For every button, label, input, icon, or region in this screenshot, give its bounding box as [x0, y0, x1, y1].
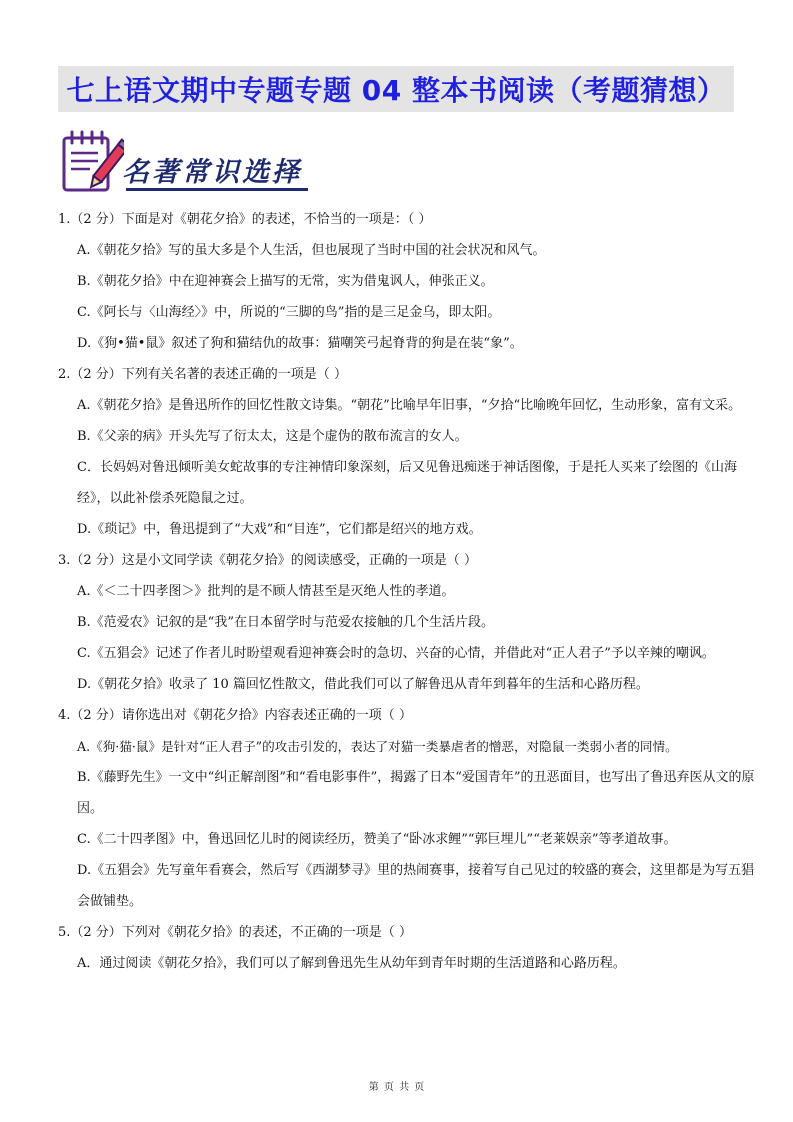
question-option: D.《琐记》中，鲁迅提到了“大戏”和“目连”，它们都是绍兴的地方戏。 [77, 522, 482, 537]
question-stem: 1.（2 分）下面是对《朝花夕拾》的表述，不恰当的一项是：（ ） [58, 212, 432, 227]
page-footer: 第 页 共 页 [368, 1082, 425, 1093]
question-option: C.《五猖会》记述了作者儿时盼望观看迎神赛会时的急切、兴奋的心情，并借此对“正人君子”予以辛辣的嘲讽。 [77, 646, 715, 661]
question-option: A.《朝花夕拾》写的虽大多是个人生活，但也展现了当时中国的社会状况和风气。 [77, 243, 546, 258]
question-option: C．长妈妈对鲁迅倾听美女蛇故事的专注神情印象深刻，后又见鲁迅痴迷于神话图像，于是托人买来了绘图的《山海经》，以此补偿杀死隐鼠之过。 [77, 460, 737, 506]
question-option: B.《朝花夕拾》中在迎神赛会上描写的无常，实为借鬼讽人，伸张正义。 [77, 274, 494, 289]
question-stem: 4.（2 分）请你选出对《朝花夕拾》内容表述正确的一项（ ） [58, 708, 412, 723]
section-banner [60, 128, 312, 196]
question-stem: 3.（2 分）这是小文同学读《朝花夕拾》的阅读感受，正确的一项是（ ） [58, 553, 477, 568]
question-stem: 5.（2 分）下列对《朝花夕拾》的表述，不正确的一项是（ ） [58, 925, 412, 940]
notebook-pen-icon [60, 128, 124, 196]
question-stem: 2.（2 分）下列有关名著的表述正确的一项是（ ） [58, 367, 347, 382]
question-option: A.《狗·猫·鼠》是针对“正人君子”的攻击引发的，表达了对猫一类暴虐者的憎恶，对隐鼠一类弱小者的同情。 [77, 739, 678, 754]
question-option: A.《＜二十四孝图＞》批判的是不顾人情甚至是灭绝人性的孝道。 [77, 584, 455, 599]
question-option: C.《阿长与〈山海经〉》中，所说的“三脚的鸟”指的是三足金乌，即太阳。 [77, 305, 501, 320]
question-option: C.《二十四孝图》中，鲁迅回忆儿时的阅读经历，赞美了“卧冰求鲤”“郭巨埋儿”“老莱娱亲”等孝道故事。 [77, 832, 677, 847]
question-option: A.《朝花夕拾》是鲁迅所作的回忆性散文诗集。“朝花”比喻早年旧事，“夕拾“比喻晚年回忆，生动形象，富有文采。 [77, 398, 742, 413]
question-option: A．通过阅读《朝花夕拾》，我们可以了解到鲁迅先生从幼年到青年时期的生活道路和心路历程。 [77, 956, 626, 971]
banner-underline [126, 188, 308, 191]
question-option: D.《狗•猫•鼠》叙述了狗和猫结仇的故事：猫嘲笑弓起脊背的狗是在装“象”。 [77, 336, 523, 351]
banner-heading: 名著常识选择 [122, 156, 302, 188]
question-option: B.《范爱农》记叙的是“我”在日本留学时与范爱农接触的几个生活片段。 [77, 615, 494, 630]
title-bar [58, 66, 734, 112]
question-option: D.《朝花夕拾》收录了 10 篇回忆性散文，借此我们可以了解鲁迅从青年到暮年的生活和心路历程。 [77, 677, 649, 692]
question-option: B.《父亲的病》开头先写了衍太太，这是个虚伪的散布流言的女人。 [77, 429, 468, 444]
question-list [58, 204, 758, 979]
question-option: B.《藤野先生》一文中“纠正解剖图”和“看电影事件”，揭露了日本“爱国青年”的丑恶面目，也写出了鲁迅弃医从文的原因。 [77, 770, 755, 816]
page-title: 七上语文期中专题专题 04 整本书阅读（考题猜想） [66, 74, 726, 107]
question-option: D.《五猖会》先写童年看赛会，然后写《西湖梦寻》里的热闹赛事，接着写自己见过的较盛的赛会，这里都是为写五猖会做铺垫。 [77, 863, 755, 909]
